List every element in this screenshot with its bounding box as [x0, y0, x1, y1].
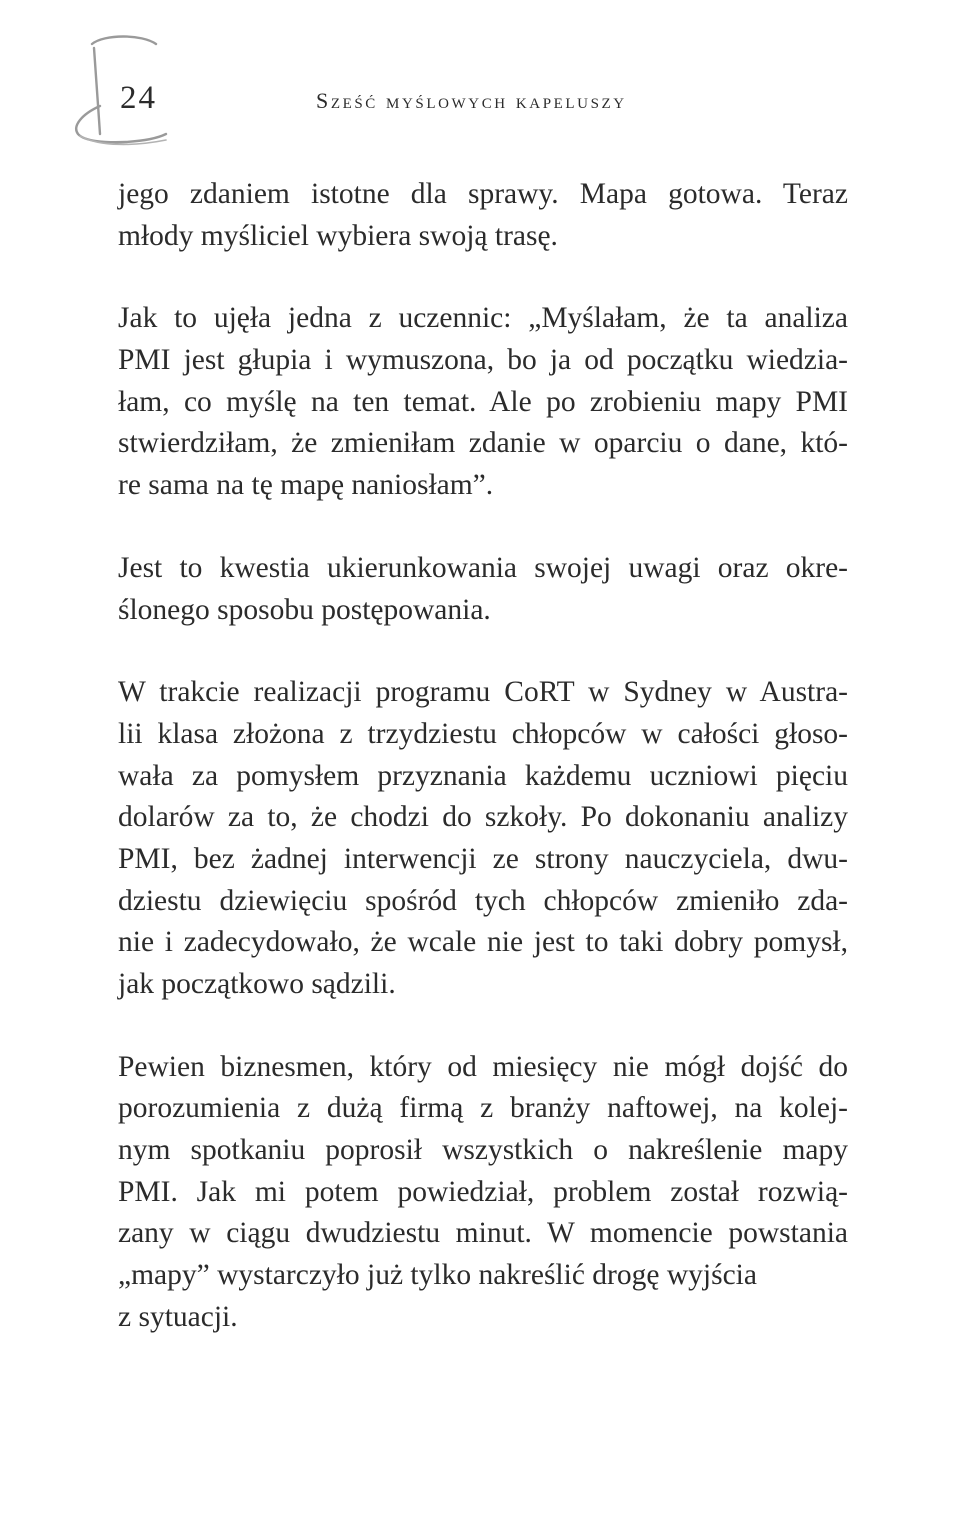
text-line: „mapy” wystarczyło już tylko nakreślić drogę wyjścia [118, 1259, 757, 1292]
paragraph-4 [118, 672, 848, 1006]
paragraph-1 [118, 174, 848, 257]
text-line: dolarów za to, że chodzi do szkoły. Po dokonaniu analizy [118, 801, 848, 834]
text-line: PMI. Jak mi potem powiedział, problem został rozwią- [118, 1175, 848, 1208]
text-line: nie i zadecydowało, że wcale nie jest to taki dobry pomysł, [118, 926, 848, 959]
text-line: porozumienia z dużą firmą z branży naftowej, na kolej- [118, 1092, 848, 1125]
text-line: re sama na tę mapę naniosłam”. [118, 469, 494, 502]
text-line: W trakcie realizacji programu CoRT w Sydney w Austra- [118, 676, 848, 709]
text-line: z sytuacji. [118, 1300, 238, 1333]
text-line: łam, co myślę na ten temat. Ale po zrobieniu mapy PMI [118, 385, 848, 418]
page-number: 24 [120, 80, 157, 116]
text-line: Jest to kwestia ukierunkowania swojej uwagi oraz okre- [118, 551, 848, 584]
page-header [0, 0, 961, 160]
text-line: stwierdziłam, że zmieniłam zdanie w oparciu o dane, któ- [118, 427, 848, 460]
running-title: Sześć myślowych kapeluszy [316, 88, 627, 113]
text-line: ślonego sposobu postępowania. [118, 593, 491, 626]
text-line: nym spotkaniu poprosił wszystkich o nakreślenie mapy [118, 1134, 848, 1167]
text-line: Pewien biznesmen, który od miesięcy nie mógł dojść do [118, 1050, 848, 1083]
paragraph-5 [118, 1047, 848, 1339]
text-line: PMI, bez żadnej interwencji ze strony nauczyciela, dwu- [118, 842, 848, 875]
text-line: młody myśliciel wybiera swoją trasę. [118, 219, 558, 252]
paragraph-2 [118, 298, 848, 506]
text-line: lii klasa złożona z trzydziestu chłopców w całości głoso- [118, 717, 848, 750]
text-line: wała za pomysłem przyznania każdemu uczniowi pięciu [118, 759, 848, 792]
body-text [118, 174, 848, 1380]
text-line: PMI jest głupia i wymuszona, bo ja od początku wiedzia- [118, 344, 848, 377]
paragraph-3 [118, 548, 848, 631]
text-line: dziestu dziewięciu spośród tych chłopców zmieniło zda- [118, 884, 848, 917]
text-line: jak początkowo sądzili. [118, 968, 396, 1000]
text-line: Jak to ujęła jedna z uczennic: „Myślałam, że ta analiza [118, 302, 848, 335]
text-line: zany w ciągu dwudziestu minut. W momencie powstania [118, 1217, 848, 1250]
text-line: jego zdaniem istotne dla sprawy. Mapa gotowa. Teraz [118, 178, 848, 210]
